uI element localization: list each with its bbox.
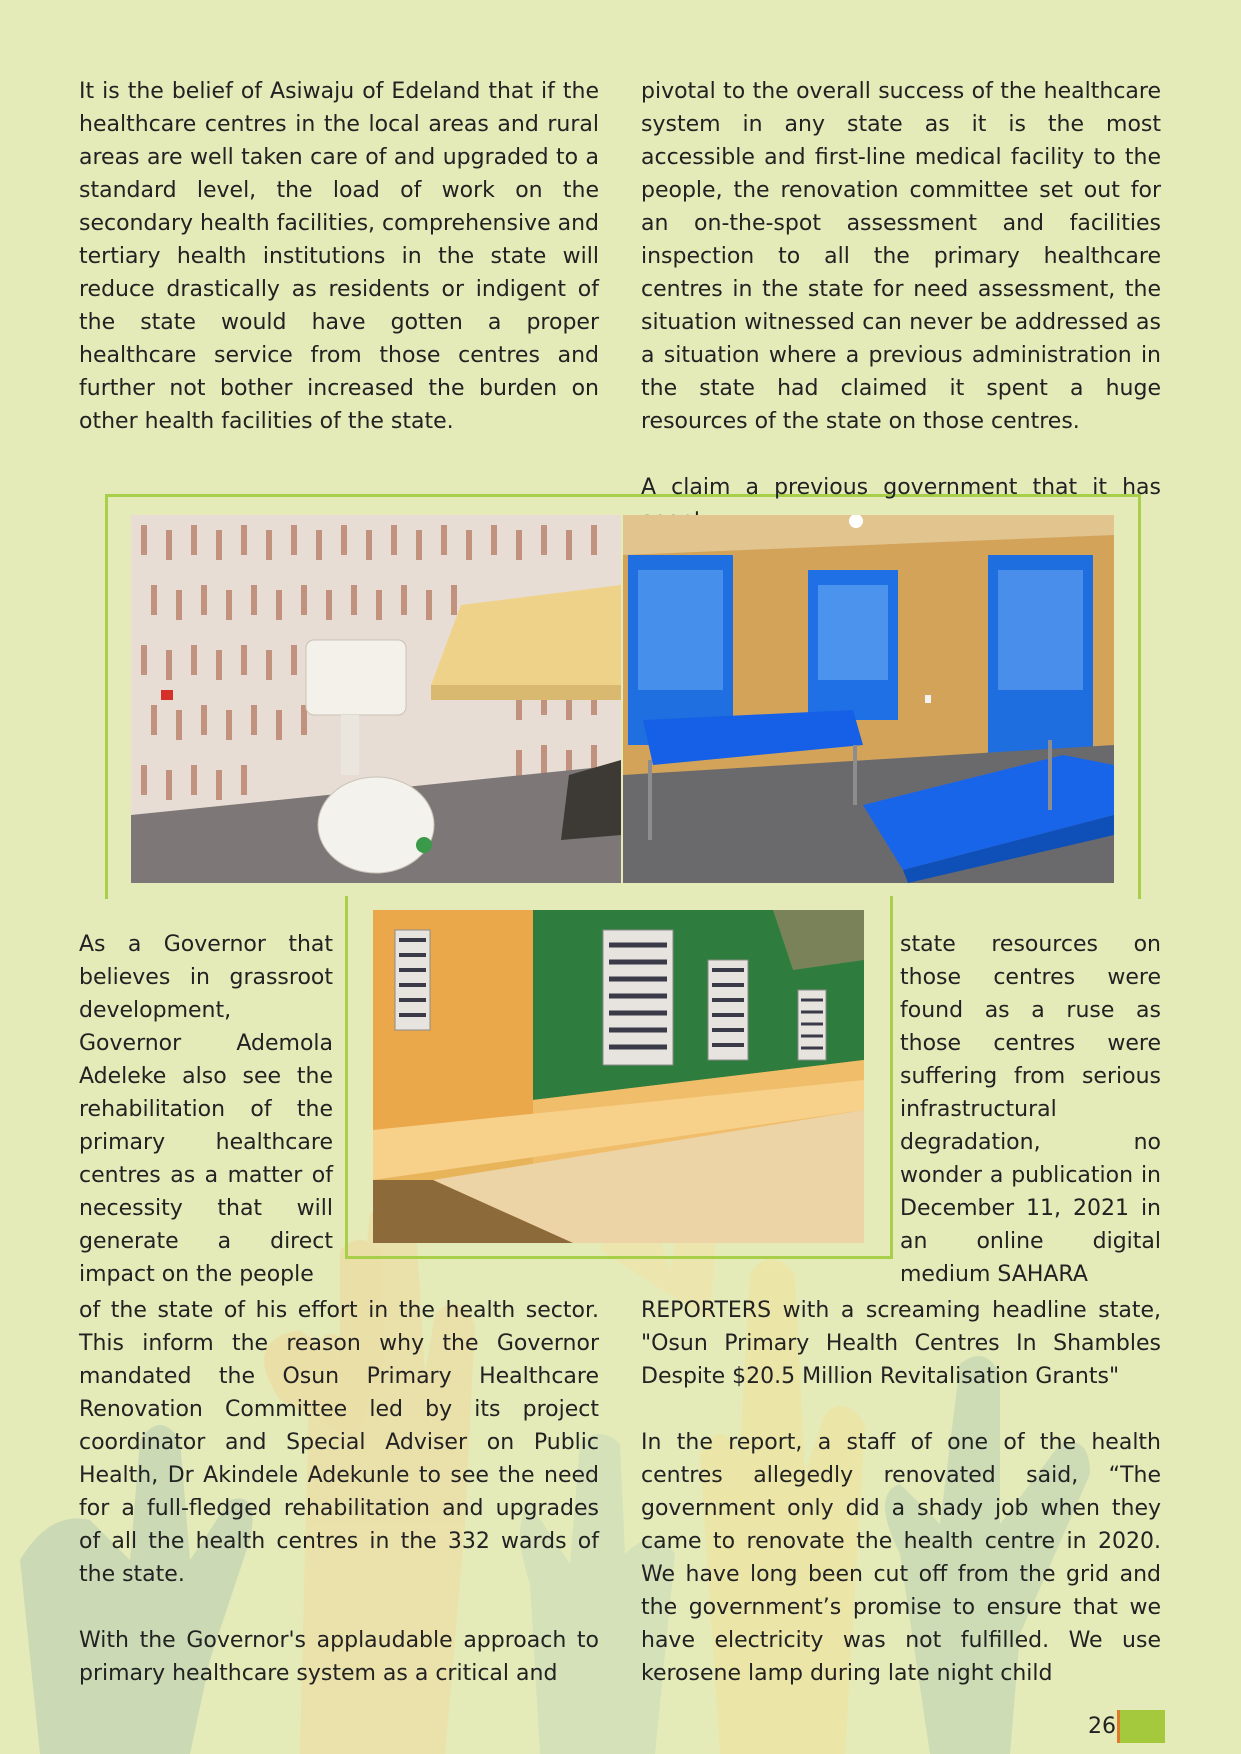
corridor-photo	[373, 910, 864, 1243]
paragraph: REPORTERS with a screaming headline state, "Osun Primary Health Centres In Shambles Despite $20.5 Million Revitalisation Grants"	[641, 1298, 1161, 1389]
article-column-left-top	[79, 75, 599, 438]
paragraph: With the Governor's applaudable approach to primary healthcare system as a critical and	[79, 1628, 599, 1686]
page-number-box	[1119, 1710, 1165, 1743]
paragraph: A claim a previous government that it has	[641, 475, 1161, 500]
hospital-ward-photo	[623, 515, 1114, 883]
page-number-accent	[1117, 1710, 1120, 1743]
article-column-right-bottom	[641, 1294, 1161, 1690]
paragraph: pivotal to the overall success of the healthcare system in any state as it is the most accessible and first-line medical facility to the people, the renovation committee set out for an on-the-spot assessment and facilities inspection to all the primary healthcare centres in the state for need assessment, the situation witnessed can never be addressed as a situation where a previous administration in the state had claimed it spent a huge resources of the state on those centres.	[641, 79, 1161, 434]
paragraph: It is the belief of Asiwaju of Edeland that if the healthcare centres in the local areas and rural areas are well taken care of and upgraded to a standard level, the load of work on the secondary health facilities, comprehensive and tertiary health institutions in the state will reduce drastically as residents or indigent of the state would have gotten a proper healthcare service from those centres and further not bother increased the burden on other health facilities of the state.	[79, 79, 599, 434]
article-column-right-top	[641, 75, 1161, 537]
paragraph: state resources on those centres were found as a ruse as those centres were suffering from serious infrastructural degradation, no wonder a publication in December 11, 2021 in an online digital medium SAHARA	[900, 932, 1161, 1287]
paragraph: In the report, a staff of one of the health centres allegedly renovated said, “The government only did a shady job when they came to renovate the health centre in 2020. We have long been cut off from the grid and the government’s promise to ensure that we have electricity was not fulfilled. We use kerosene lamp during late night child	[641, 1430, 1161, 1686]
article-column-left-bottom	[79, 1294, 599, 1690]
article-column-right-mid	[900, 928, 1161, 1291]
paragraph: As a Governor that believes in grassroot development, Governor Ademola Adeleke also see the rehabilitation of the primary healthcare centres as a matter of necessity that will generate a direct impact on the people	[79, 932, 333, 1287]
page-number: 26	[1088, 1714, 1116, 1739]
toilet-photo	[131, 515, 621, 883]
paragraph: of the state of his effort in the health sector. This inform the reason why the Governor mandated the Osun Primary Healthcare Renovation Committee led by its project coordinator and Special Adviser on Public Health, Dr Akindele Adekunle to see the need for a full-fledged rehabilitation and upgrades of all the health centres in the 332 wards of the state.	[79, 1298, 599, 1587]
article-column-left-mid	[79, 928, 333, 1291]
